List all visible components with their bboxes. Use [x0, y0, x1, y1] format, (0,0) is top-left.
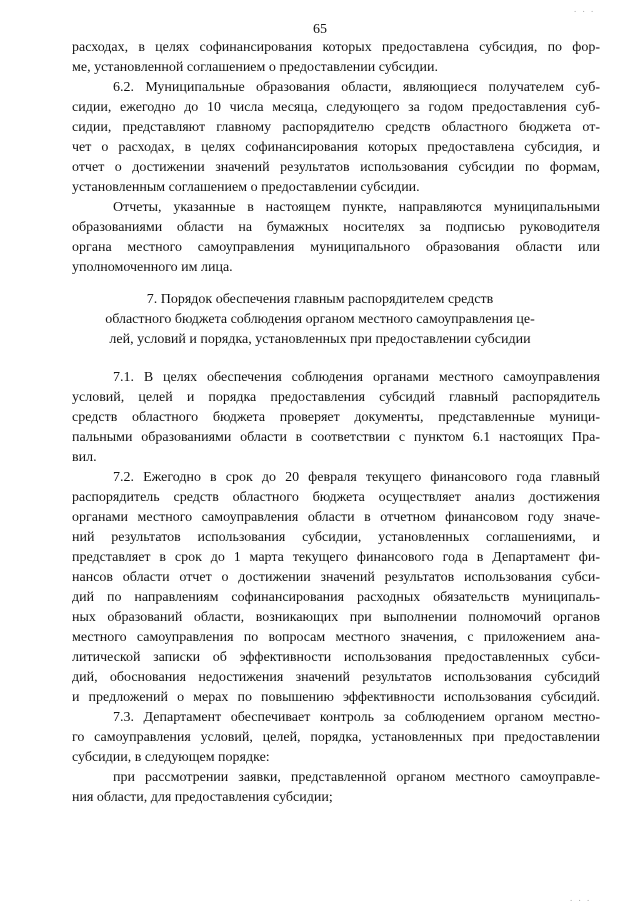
text-line: отчет о достижении значений результатов использования субсидии по формам, — [72, 160, 600, 175]
section-heading-line: лей, условий и порядка, установленных при предоставлении субсидии — [109, 332, 531, 347]
text-line: и предложений о мерах по повышению эффективности использования субсидий. — [72, 690, 600, 705]
text-line: субсидии, в следующем порядке: — [72, 750, 270, 765]
text-line: чет о расходах, в целях софинансирования которых предоставлена субсидия, и — [72, 140, 600, 155]
text-line: нансов области отчет о достижении значений результатов использования субси- — [72, 570, 600, 585]
text-line: ме, установленной соглашением о предоставлении субсидии. — [72, 60, 438, 75]
text-line: ных образований области, возникающих при выполнении полномочий органов — [72, 610, 600, 625]
text-line: образованиями области на бумажных носителях за подписью руководителя — [72, 220, 600, 235]
text-line: ний результатов использования субсидии, установленных соглашениями, и — [72, 530, 600, 545]
section-heading-line: областного бюджета соблюдения органом местного самоуправления це- — [105, 312, 535, 327]
text-line: Отчеты, указанные в настоящем пункте, направляются муниципальными — [113, 200, 600, 215]
text-line: органа местного самоуправления муниципального образования области или — [72, 240, 600, 255]
scan-mark: . . . — [570, 893, 592, 903]
text-line: установленным соглашением о предоставлении субсидии. — [72, 180, 420, 195]
section-heading-line: 7. Порядок обеспечения главным распорядителем средств — [146, 292, 494, 307]
text-line: при рассмотрении заявки, представленной органом местного самоуправле- — [113, 770, 600, 785]
text-line: местного самоуправления по вопросам местного значения, с приложением ана- — [72, 630, 600, 645]
text-line: 7.2. Ежегодно в срок до 20 февраля текущего финансового года главный — [113, 470, 600, 485]
text-line: 7.1. В целях обеспечения соблюдения органами местного самоуправления — [113, 370, 600, 385]
text-line: расходах, в целях софинансирования которых предоставлена субсидия, по фор- — [72, 40, 600, 55]
text-line: дий по направлениям софинансирования расходных обязательств муниципаль- — [72, 590, 600, 605]
text-line: сидии, представляют главному распорядителю средств областного бюджета от- — [72, 120, 600, 135]
text-line: го самоуправления условий, целей, порядка, установленных при предоставлении — [72, 730, 600, 745]
text-line: ния области, для предоставления субсидии; — [72, 790, 333, 805]
text-line: уполномоченного им лица. — [72, 260, 233, 275]
scan-mark: . . . — [574, 4, 596, 14]
text-line: литической записки об эффективности использования предоставленных субси- — [72, 650, 600, 665]
text-line: 6.2. Муниципальные образования области, являющиеся получателем суб- — [113, 80, 600, 95]
text-line: условий, целей и порядка предоставления субсидий главный распорядитель — [72, 390, 600, 405]
text-line: дий, обоснования недостижения значений результатов использования субсидий — [72, 670, 600, 685]
text-line: распорядитель средств областного бюджета осуществляет анализ достижения — [72, 490, 600, 505]
text-line: органами местного самоуправления области в отчетном финансовом году значе- — [72, 510, 600, 525]
page-number: 65 — [313, 22, 327, 37]
text-line: сидии, ежегодно до 10 числа месяца, следующего за годом предоставления суб- — [72, 100, 600, 115]
text-line: средств областного бюджета проверяет документы, представленные муници- — [72, 410, 600, 425]
text-line: представляет в срок до 1 марта текущего финансового года в Департамент фи- — [72, 550, 600, 565]
text-line: пальными образованиями области в соответствии с пунктом 6.1 настоящих Пра- — [72, 430, 600, 445]
text-line: вил. — [72, 450, 97, 465]
text-line: 7.3. Департамент обеспечивает контроль за соблюдением органом местно- — [113, 710, 600, 725]
